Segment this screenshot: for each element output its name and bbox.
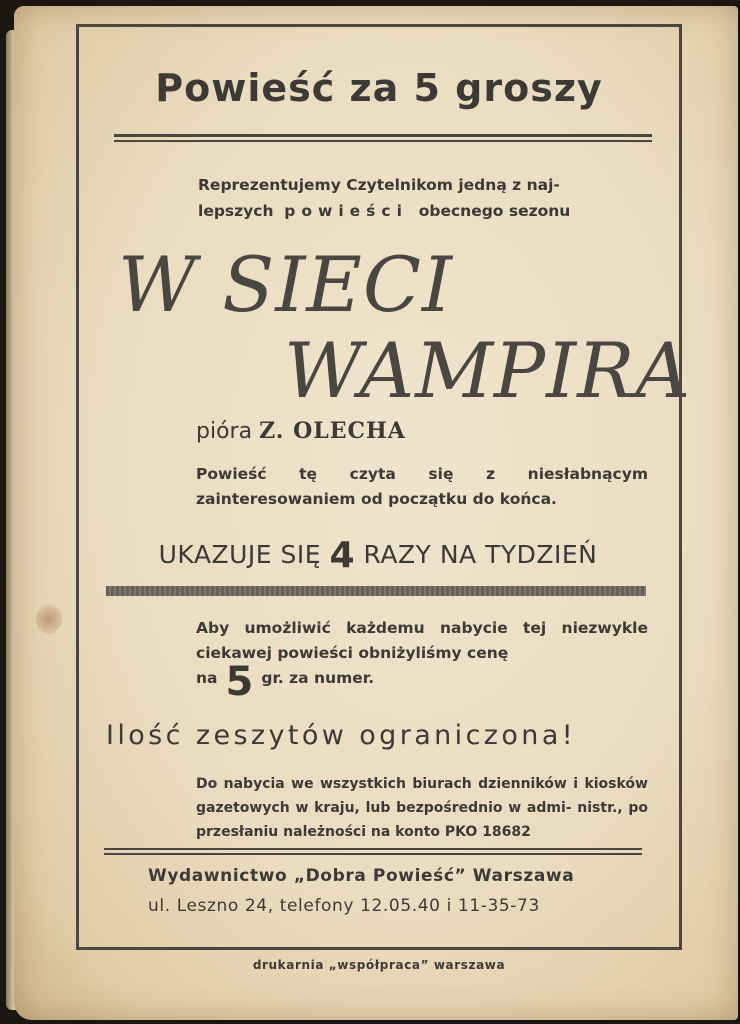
divider-bottom-thin [104,853,642,855]
offer-body: Aby umożliwić każdemu nabycie tej niezwykle ciekawej powieści obniżyliśmy cenę [196,619,648,662]
divider-top-thin [114,140,652,142]
frequency-banner [106,535,650,576]
intro-line2-post: obecnego sezonu [418,202,571,220]
frequency-post: RAZY NA TYDZIEŃ [363,540,598,569]
offer-unit: gr. za numer. [261,669,375,687]
paper-stain [36,604,62,634]
availability-text: Do nabycia we wszystkich biurach dzienników i kiosków gazetowych w kraju, lub bezpośrednio w admi- nistr., po przesłaniu należności na konto PKO 18682 [196,776,648,840]
publisher-address: ul. Leszno 24, telefony 12.05.40 i 11-35-73 [148,896,540,916]
offer-na: na [196,669,218,687]
offer-price: 5 [225,659,254,705]
book-title-line2: WAMPIRA [284,326,692,415]
divider-top [114,134,652,137]
headline-title: Powieść za 5 groszy [155,66,603,110]
offer-text [196,616,648,705]
printer-credit: drukarnia „współpraca” warszawa [252,958,506,972]
frequency-pre: UKAZUJE SIĘ [158,540,322,569]
intro-line1: Reprezentujemy Czytelnikom jedną z naj- [198,176,560,194]
limited-notice: Ilość zeszytów ograniczona! [106,720,576,751]
divider-bottom [104,848,642,850]
intro-line2-spaced: powieści [284,202,408,220]
publisher-name: Wydawnictwo „Dobra Powieść” Warszawa [148,866,575,886]
book-title-line1: W SIECI [118,240,454,329]
description-text: Powieść tę czyta się z niesłabnącym zainteresowaniem od początku do końca. [196,465,648,508]
intro-text [198,172,650,224]
intro-line2-pre: lepszych [198,202,274,220]
frequency-number: 4 [329,535,356,576]
author-credit [196,418,406,444]
divider-middle [106,586,646,596]
author-prefix: pióra [196,419,253,444]
author-name: Z. OLECHA [259,418,406,444]
